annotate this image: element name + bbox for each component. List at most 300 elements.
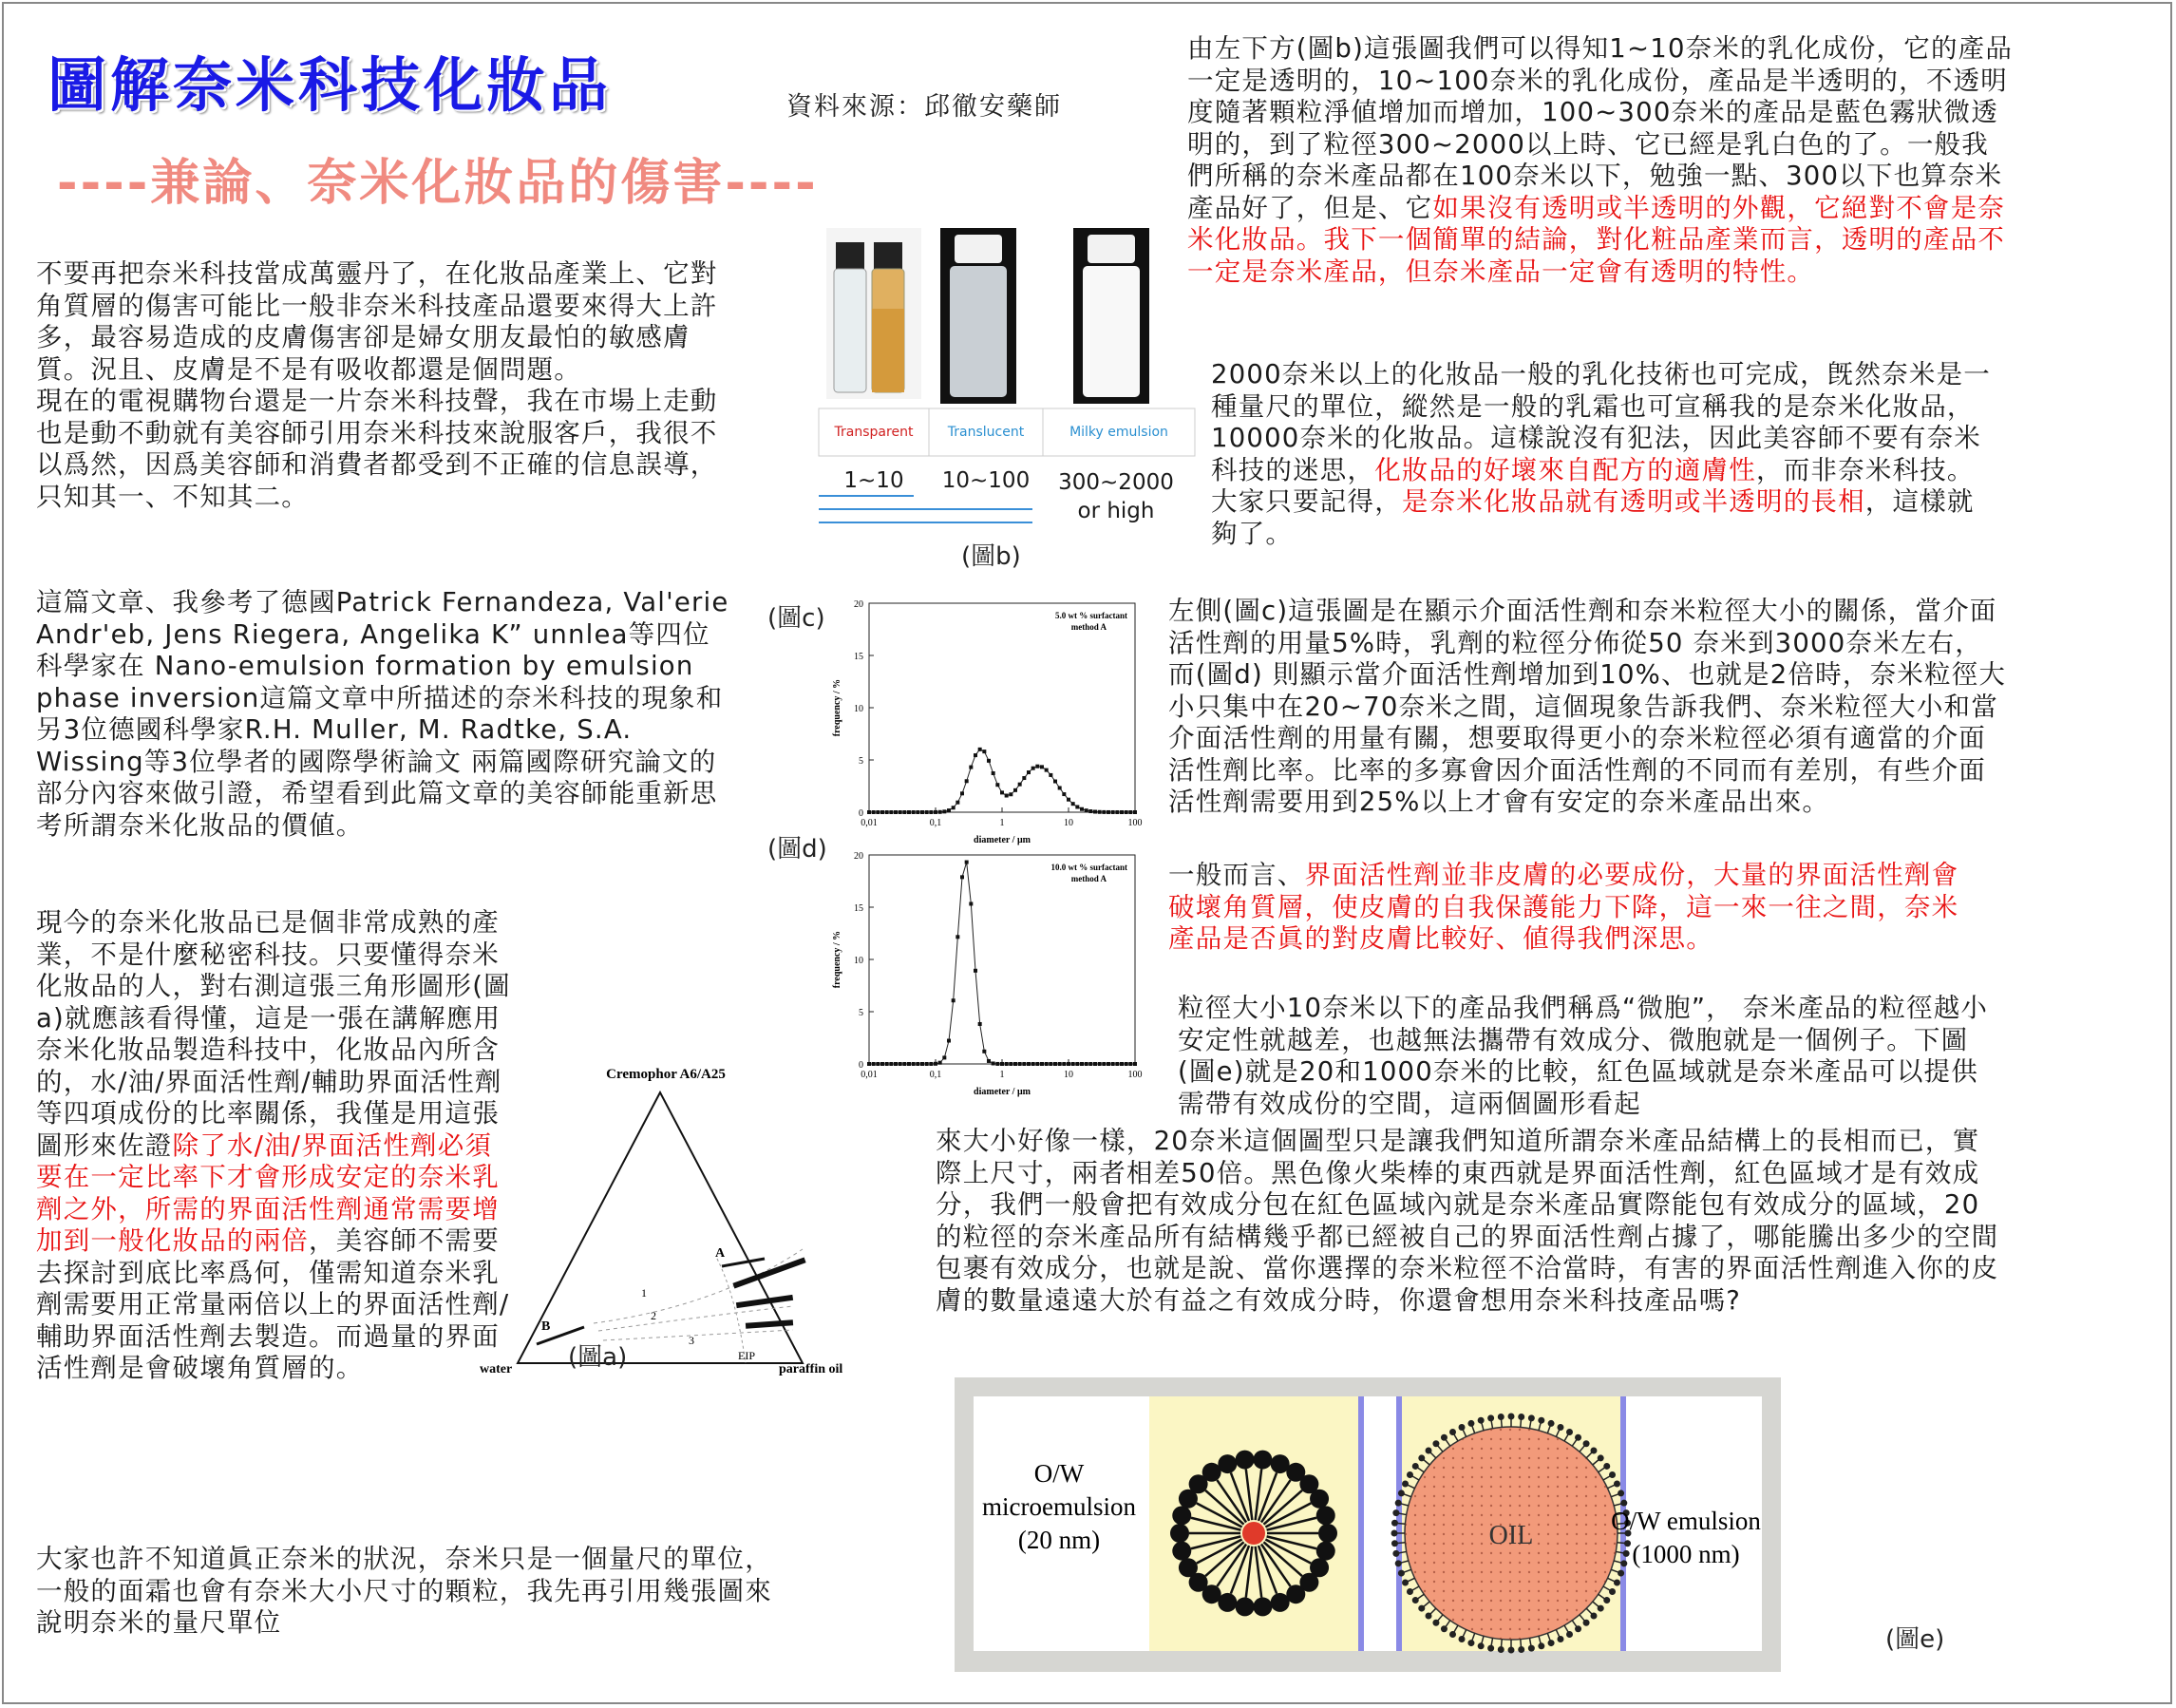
triangle-text-end: ，美容師不需要去探討到底比率爲何，僅需知道奈米乳劑需要用正常量兩倍以上的界面活性劑/輔助界面活性劑去製造。而過量的界面活性劑是會破壞角質層的。: [36, 1225, 510, 1383]
data-point: [1107, 1062, 1110, 1066]
data-point: [1115, 1062, 1119, 1066]
data-point: [947, 1039, 951, 1043]
fig-a-title: Cremophor A6/A25: [606, 1067, 726, 1082]
rim-head: [1620, 1560, 1627, 1566]
rim-head: [1459, 1424, 1466, 1431]
rim-head: [1432, 1440, 1439, 1447]
data-point: [912, 810, 916, 814]
rim-head: [1566, 1429, 1573, 1435]
data-point: [992, 1061, 995, 1065]
rim-head: [1603, 1463, 1610, 1470]
left-paragraph-1: [36, 258, 729, 513]
underline-3: [819, 522, 1032, 523]
rim-head: [1603, 1597, 1610, 1604]
left-paragraph-3: [36, 907, 511, 1385]
rim-head: [1557, 1636, 1563, 1642]
underline-1: [819, 495, 914, 497]
data-point: [1120, 1062, 1124, 1066]
y-tick-label: 15: [854, 903, 863, 914]
range-2: 10~100: [941, 468, 1031, 493]
data-point: [902, 1062, 906, 1066]
right-paragraph-2: [1211, 359, 1999, 550]
scale-text-2: ，而非奈米科技。大家只要記得，: [1211, 454, 1975, 517]
data-point: [1018, 783, 1022, 787]
data-point: [987, 1059, 991, 1063]
rim-head: [1418, 1454, 1425, 1461]
data-point: [1111, 1062, 1115, 1066]
data-point: [907, 810, 911, 814]
y-tick-label: 5: [859, 756, 863, 767]
data-point: [1049, 773, 1052, 777]
data-point: [907, 1062, 911, 1066]
fig-a-caption: (圖a): [568, 1343, 628, 1372]
right-paragraph-3: [1168, 596, 2009, 819]
data-point: [947, 808, 951, 812]
data-point: [952, 806, 956, 809]
figure-e: [955, 1377, 1781, 1672]
data-point: [1093, 810, 1097, 814]
data-point: [1035, 1062, 1039, 1066]
x-tick-label: 0,1: [929, 1070, 942, 1080]
rim-tail: [1397, 1524, 1405, 1525]
surfactant-text: 左側(圖c)這張圖是在顯示介面活性劑和奈米粒徑大小的關係，當介面活性劑的用量5%時，乳劑的粒徑分佈從50 奈米到3000奈米左右，而(圖d) 則顯示當介面活性劑增加到10%、也就是2倍時，奈米粒徑大小只集中在20~70奈米之間，這個現象告訴我們、奈米粒徑大小和當介面活性劑的用量有關，想要取得更小的奈米粒徑必須有適當的介面活性劑比率。比率的多寡會因介面活性劑的不同而有差別，有些介面活性劑需要用到25%以上才會有安定的奈米產品出來。: [1168, 596, 2007, 817]
data-point: [1125, 1062, 1128, 1066]
x-tick-label: 100: [1127, 1070, 1143, 1080]
rim-head: [1426, 1612, 1432, 1619]
x-tick-label: 10: [1064, 1070, 1073, 1080]
x-tick-label: 1: [999, 1070, 1005, 1080]
data-point: [960, 791, 964, 795]
y-axis-label: frequency / %: [832, 678, 842, 737]
left-paragraph-4: [36, 1544, 796, 1640]
rim-head: [1467, 1640, 1474, 1646]
data-point: [899, 810, 902, 814]
rim-head: [1391, 1540, 1398, 1547]
rim-tail: [1502, 1419, 1503, 1427]
rim-head: [1575, 1625, 1581, 1632]
data-point: [1075, 805, 1079, 808]
data-point: [982, 1050, 986, 1053]
rim-head: [1528, 1414, 1535, 1421]
rim-head: [1557, 1424, 1563, 1431]
rim-tail: [1618, 1543, 1625, 1544]
data-point: [1062, 1062, 1066, 1066]
surfactant-head: [1253, 1451, 1272, 1470]
label-transparent: Transparent: [834, 425, 914, 440]
range-3: 300~2000 or high: [1058, 470, 1174, 523]
micro-label-2: microemulsion: [982, 1492, 1136, 1521]
triangle-red-text: 除了水/油/界面活性劑必須要在一定比率下才會形成安定的奈米乳劑之外，所需的界面活性劑通常需要增加到一般化妝品的兩倍: [36, 1129, 500, 1256]
rim-head: [1548, 1420, 1555, 1427]
data-point: [899, 1062, 902, 1066]
data-point: [1009, 1062, 1012, 1066]
data-point: [1075, 1062, 1079, 1066]
label-water: water: [480, 1362, 513, 1376]
rim-head: [1407, 1471, 1413, 1478]
data-point: [995, 1062, 999, 1066]
fig-b-red-text: 如果沒有透明或半透明的外觀，它絕對不會是奈米化妝品。我下一個簡單的結論，對化粧品產業而言，透明的產品不一定是奈米產品，但奈米產品一定會有透明的特性。: [1187, 192, 2006, 287]
rim-head: [1583, 1440, 1590, 1447]
rim-head: [1395, 1560, 1402, 1566]
data-point: [916, 810, 919, 814]
rim-head: [1441, 1434, 1448, 1441]
data-point: [916, 1062, 919, 1066]
data-point: [885, 1062, 889, 1066]
micelle-text: 粒徑大小10奈米以下的產品我們稱爲“微胞”， 奈米產品的粒徑越小安定性就越差，也越無法攜帶有效成分、微胞就是一個例子。下圖(圖e)就是20和1000奈米的比較，紅色區域就是奈米產品可以提供需帶有效成份的空間，這兩個圖形看起: [1178, 993, 1989, 1119]
data-point: [1080, 1062, 1084, 1066]
data-point: [934, 1062, 937, 1066]
data-point: [1018, 1062, 1022, 1066]
legend-line-2: method A: [1070, 874, 1107, 883]
rim-head: [1614, 1481, 1620, 1488]
rim-head: [1391, 1530, 1398, 1537]
right-paragraph-5: [1178, 993, 2004, 1120]
data-point: [1053, 780, 1057, 784]
y-tick-label: 0: [859, 1060, 863, 1071]
fig-e-caption: (圖e): [1885, 1625, 1945, 1654]
rim-head: [1598, 1605, 1604, 1612]
conclusion-text: 一般而言、: [1168, 860, 1305, 890]
scale-intro-text: 大家也許不知道眞正奈米的狀況，奈米只是一個量尺的單位，一般的面霜也會有奈米大小尺寸的顆粒，我先再引用幾張圖來說明奈米的量尺單位: [36, 1544, 772, 1638]
rim-head: [1449, 1631, 1456, 1638]
surfactant-head: [1218, 1454, 1237, 1473]
legend-line-1: 10.0 wt % surfactant: [1050, 863, 1127, 872]
oil-label: OIL: [1488, 1521, 1534, 1550]
y-tick-label: 20: [854, 851, 863, 862]
data-point: [894, 810, 898, 814]
surfactant-head: [1172, 1506, 1191, 1525]
rim-head: [1467, 1420, 1474, 1427]
rim-head: [1459, 1636, 1466, 1642]
data-point: [992, 771, 995, 775]
data-point: [1067, 798, 1070, 802]
micro-label-1: O/W: [1033, 1459, 1085, 1488]
data-point: [885, 810, 889, 814]
data-point: [1005, 1062, 1009, 1066]
rim-head: [1498, 1414, 1504, 1420]
surfactant-head: [1271, 1593, 1290, 1612]
rim-head: [1392, 1550, 1399, 1557]
page-title: 圖解奈米科技化妝品: [47, 50, 613, 120]
data-point: [1098, 1062, 1102, 1066]
y-tick-label: 20: [854, 599, 863, 610]
y-tick-label: 10: [854, 956, 863, 966]
data-point: [1031, 1062, 1035, 1066]
data-point: [889, 1062, 893, 1066]
rim-head: [1598, 1454, 1604, 1461]
data-point: [894, 1062, 898, 1066]
triangle-data-points: [732, 1258, 805, 1329]
rim-head: [1620, 1500, 1627, 1507]
rim-head: [1487, 1645, 1494, 1652]
figure-a-triangle: [480, 1059, 879, 1382]
data-point: [1058, 1062, 1062, 1066]
data-point: [1027, 1062, 1031, 1066]
data-point: [1027, 770, 1031, 774]
data-point: [1111, 810, 1115, 814]
data-point: [1053, 1062, 1057, 1066]
triangle-text: 現今的奈米化妝品已是個非常成熟的產業，不是什麼秘密科技。只要懂得奈米化妝品的人，對右測這張三角形圖形(圖a)就應該看得懂，這是一張在講解應用奈米化妝品製造科技中，化妝品內所含的，水/油/界面活性劑/輔助界面活性劑等四項成份的比率關係，我僅是用這張圖形來佐證: [36, 907, 511, 1161]
source-credit: 資料來源：邱徹安藥師: [786, 92, 1062, 122]
rim-head: [1402, 1481, 1409, 1488]
legend-line-1: 5.0 wt % surfactant: [1055, 611, 1127, 620]
data-point: [872, 810, 876, 814]
label-milky: Milky emulsion: [1069, 425, 1168, 440]
data-point: [1085, 1062, 1088, 1066]
data-point: [974, 753, 977, 757]
data-point: [1128, 810, 1132, 814]
data-point: [912, 1062, 916, 1066]
left-paragraph-2: [36, 587, 729, 842]
rim-head: [1449, 1429, 1456, 1435]
figure-c-chart: [826, 594, 1149, 845]
rim-head: [1508, 1414, 1515, 1420]
right-paragraph-6: [936, 1126, 1999, 1317]
rim-head: [1518, 1646, 1524, 1653]
data-point: [1120, 810, 1124, 814]
data-point: [1000, 1062, 1004, 1066]
right-paragraph-4: [1168, 860, 1985, 956]
data-point: [867, 810, 871, 814]
appearance-red-text: 是奈米化妝品就有透明或半透明的長相: [1401, 486, 1865, 517]
data-point: [1102, 810, 1106, 814]
data-point: [995, 783, 999, 787]
data-point: [1013, 788, 1017, 792]
data-point: [1071, 802, 1075, 806]
reference-text: 這篇文章、我參考了德國Patrick Fernandeza, Val'erie Andr'eb, Jens Riegera, Angelika K” unnlea等四位科學家在 Nano-emulsion formation by emulsion phase inversion這篇文章中所描述的奈米科技的現象和另3位德國科學家R.H. Muller, M. Radtke, S.A. Wissing等3位學者的國際學術論文 兩篇國際研究論文的部分內容來做引證，希望看到此篇文章的美容師能重新思考所謂奈米化妝品的價値。: [36, 587, 729, 841]
x-axis-label: diameter / μm: [974, 1087, 1031, 1097]
rim-head: [1518, 1414, 1524, 1420]
legend-line-2: method A: [1070, 622, 1107, 632]
rim-head: [1398, 1570, 1405, 1577]
rim-head: [1623, 1550, 1630, 1557]
data-point: [1133, 810, 1137, 814]
data-point: [1067, 1062, 1070, 1066]
emulsion-label-2: (1000 nm): [1632, 1540, 1740, 1568]
data-point: [929, 810, 933, 814]
data-point: [1071, 1062, 1075, 1066]
data-point: [925, 810, 929, 814]
data-point: [978, 1022, 982, 1026]
data-point: [1045, 769, 1049, 772]
conclusion-red-text: 界面活性劑並非皮膚的必要成份，大量的界面活性劑會破壞角質層，使皮膚的自我保護能力下降，這一來一往之間，奈米產品是否眞的對皮膚比較好、値得我們深思。: [1168, 860, 1959, 954]
rim-head: [1412, 1463, 1419, 1470]
micro-label-3: (20 nm): [1017, 1526, 1101, 1554]
data-point: [1128, 1062, 1132, 1066]
data-point: [1058, 786, 1062, 789]
rim-head: [1392, 1509, 1399, 1516]
rim-head: [1395, 1500, 1402, 1507]
rim-head: [1478, 1417, 1485, 1424]
market-text: 現在的電視購物台還是一片奈米科技聲，我在市場上走動也是動不動就有美容師引用奈米科技來說服客戶，我很不以爲然，因爲美容師和消費者都受到不正確的信息誤導，只知其一、不知其二。: [36, 386, 718, 512]
data-point: [942, 1055, 946, 1059]
rim-head: [1528, 1645, 1535, 1652]
data-point: [1040, 765, 1044, 769]
rim-head: [1508, 1647, 1515, 1654]
surfactant-head: [1236, 1597, 1255, 1616]
underline-2: [819, 508, 1032, 510]
surfactant-head: [1170, 1524, 1189, 1543]
intro-text: 不要再把奈米科技當成萬靈丹了，在化妝品產業上、它對角質層的傷害可能比一般非奈米科技產品還要來得大上許多，最容易造成的皮膚傷害卻是婦女朋友最怕的敏感膚質。況且、皮膚是不是有吸收都還是個問題。: [36, 258, 718, 385]
rim-head: [1498, 1646, 1504, 1653]
label-1: 1: [641, 1286, 647, 1300]
comparison-text: 來大小好像一樣，20奈米這個圖型只是讓我們知道所謂奈米產品結構上的長相而已，實際上尺寸，兩者相差50倍。黑色像火柴棒的東西就是界面活性劑，紅色區域才是有效成分，我們一般會把有效成分包在紅色區域內就是奈米產品實際能包有效成分的區域，20的粒徑的奈米產品所有結構幾乎都已經被自己的界面活性劑占據了，哪能騰出多少的空間包裹有效成分，也就是說、當你選擇的奈米粒徑不洽當時，有害的界面活性劑進入你的皮膚的數量遠遠大於有益之有效成分時，你還會想用奈米科技產品嗎?: [936, 1126, 1999, 1316]
scale-text: 2000奈米以上的化妝品一般的乳化技術也可完成，旣然奈米是一種量尺的單位，縱然是一般的乳霜也可宣稱我的是奈米化妝品，10000奈米的化妝品。這樣說沒有犯法，因此美容師不要有奈米科技的迷思，: [1211, 359, 1991, 485]
data-point: [880, 1062, 884, 1066]
page-subtitle: ----兼論、奈米化妝品的傷害----: [57, 155, 819, 212]
data-point: [969, 901, 973, 905]
x-tick-label: 0,1: [929, 818, 942, 828]
data-point: [938, 1061, 942, 1065]
surfactant-head: [1318, 1524, 1337, 1543]
rim-head: [1590, 1448, 1597, 1454]
fig-b-caption: (圖b): [961, 542, 1021, 571]
rim-head: [1609, 1471, 1616, 1478]
label-3: 3: [689, 1334, 694, 1347]
emulsion-label-1: O/W emulsion: [1611, 1507, 1761, 1535]
label-paraffin-oil: paraffin oil: [779, 1362, 843, 1376]
rim-head: [1618, 1490, 1624, 1496]
data-point: [934, 810, 937, 814]
data-point: [1013, 1062, 1017, 1066]
figure-b: [817, 223, 1197, 575]
x-tick-label: 0,01: [861, 818, 878, 828]
surfactant-head: [1253, 1597, 1272, 1616]
rim-head: [1478, 1642, 1485, 1649]
data-point: [965, 861, 969, 864]
y-tick-label: 15: [854, 652, 863, 662]
rim-tail: [1521, 1419, 1522, 1427]
rim-head: [1441, 1625, 1448, 1632]
data-point: [1088, 1062, 1092, 1066]
rim-head: [1432, 1620, 1439, 1626]
rim-head: [1487, 1414, 1494, 1421]
data-point: [1115, 810, 1119, 814]
rim-head: [1618, 1570, 1624, 1577]
data-point: [1045, 1062, 1049, 1066]
rim-head: [1426, 1448, 1432, 1454]
data-point: [889, 810, 893, 814]
range-1: 1~10: [843, 468, 904, 493]
data-point: [952, 998, 956, 1002]
label-translucent: Translucent: [947, 425, 1025, 440]
rim-head: [1548, 1640, 1555, 1646]
rim-tail: [1521, 1640, 1522, 1647]
rim-head: [1538, 1642, 1544, 1649]
label-eip: EIP: [738, 1349, 755, 1362]
data-point: [1102, 1062, 1106, 1066]
surfactant-head: [1316, 1542, 1335, 1561]
rim-head: [1614, 1579, 1620, 1585]
data-point: [929, 1062, 933, 1066]
data-point: [920, 810, 924, 814]
micelle-core: [1242, 1522, 1265, 1545]
rim-head: [1412, 1597, 1419, 1604]
scale-text-3: ，這樣就夠了。: [1211, 486, 1975, 549]
rim-tail: [1397, 1543, 1405, 1544]
x-axis-label: diameter / μm: [974, 835, 1031, 845]
rim-head: [1609, 1588, 1616, 1595]
label-b: B: [541, 1319, 551, 1334]
data-point: [1035, 765, 1039, 769]
data-point: [876, 810, 880, 814]
x-tick-label: 10: [1064, 818, 1073, 828]
data-point: [982, 750, 986, 753]
data-point: [1062, 792, 1066, 796]
data-point: [1088, 809, 1092, 813]
rim-head: [1624, 1540, 1631, 1547]
y-tick-label: 10: [854, 704, 863, 714]
rim-head: [1398, 1490, 1405, 1496]
data-point: [1049, 1062, 1052, 1066]
data-point: [1107, 810, 1110, 814]
rim-head: [1575, 1434, 1581, 1441]
label-a: A: [715, 1246, 726, 1261]
data-point: [938, 810, 942, 814]
right-paragraph-1: [1187, 33, 2014, 288]
plot-frame: [869, 855, 1135, 1064]
data-point: [956, 935, 959, 939]
data-point: [1098, 810, 1102, 814]
data-point: [960, 875, 964, 879]
surfactant-head: [1236, 1451, 1255, 1470]
distribution-line: [869, 863, 1135, 1064]
data-point: [956, 801, 959, 805]
data-point: [1080, 807, 1084, 811]
y-tick-label: 0: [859, 808, 863, 819]
fig-c-tag: (圖c): [767, 604, 825, 633]
x-tick-label: 100: [1127, 818, 1143, 828]
data-point: [925, 1062, 929, 1066]
data-point: [969, 766, 973, 769]
data-point: [965, 779, 969, 783]
formula-red-text: 化妝品的好壞來自配方的適膚性: [1374, 454, 1757, 485]
data-point: [1022, 1062, 1026, 1066]
surfactant-head: [1172, 1542, 1191, 1561]
rim-head: [1391, 1520, 1398, 1527]
rim-head: [1402, 1579, 1409, 1585]
surfactant-head: [1316, 1506, 1335, 1525]
distribution-line: [869, 750, 1135, 812]
data-point: [1009, 792, 1012, 796]
x-tick-label: 1: [999, 818, 1005, 828]
data-point: [987, 759, 991, 763]
y-tick-label: 5: [859, 1008, 863, 1018]
data-point: [902, 810, 906, 814]
x-tick-label: 0,01: [861, 1070, 878, 1080]
data-point: [1000, 790, 1004, 794]
data-point: [1133, 1062, 1137, 1066]
label-2: 2: [651, 1309, 656, 1322]
data-point: [1040, 1062, 1044, 1066]
rim-head: [1566, 1631, 1573, 1638]
rim-tail: [1502, 1640, 1503, 1647]
data-point: [974, 969, 977, 973]
rim-head: [1407, 1588, 1413, 1595]
data-point: [1093, 1062, 1097, 1066]
plot-frame: [869, 603, 1135, 812]
data-point: [880, 810, 884, 814]
fig-b-text: 由左下方(圖b)這張圖我們可以得知1~10奈米的乳化成份，它的產品一定是透明的，10~100奈米的乳化成份，產品是半透明的，不透明度隨著顆粒淨値增加而增加，100~300奈米的產品是藍色霧狀微透明的，到了粒徑300~2000以上時、它已經是乳白色的了。一般我們所稱的奈米產品都在100奈米以下，勉強一點、300以下也算奈米產品好了，但是、它: [1187, 33, 2014, 223]
data-point: [1085, 808, 1088, 812]
rim-head: [1583, 1620, 1590, 1626]
data-point: [978, 748, 982, 751]
data-point: [1031, 767, 1035, 770]
rim-head: [1590, 1612, 1597, 1619]
y-axis-label: frequency / %: [832, 930, 842, 989]
rim-head: [1538, 1417, 1544, 1424]
data-point: [1125, 810, 1128, 814]
